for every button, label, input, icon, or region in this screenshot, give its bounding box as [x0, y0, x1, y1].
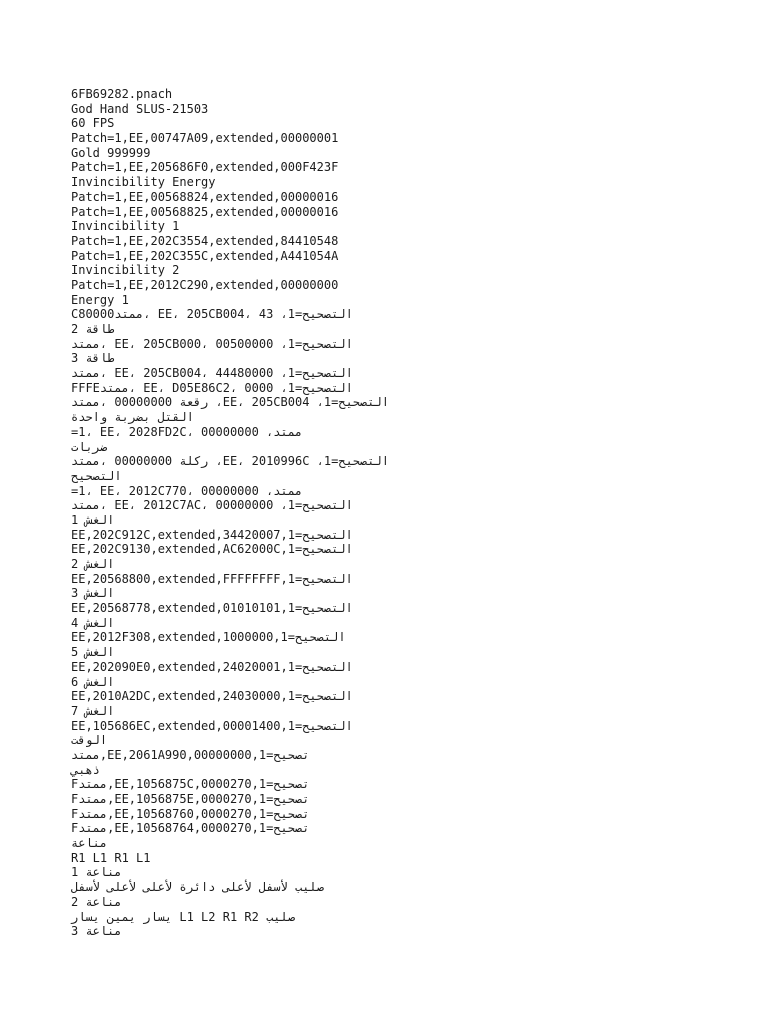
text-line: التصحيح=1، EE، 205CB004، 43 ،ممتدC80000: [71, 307, 353, 322]
text-line: تصحيح=1,EE,1056875C,0000270,ممتدF: [71, 777, 310, 792]
document-body: [71, 87, 731, 939]
text-line: الغش 6: [71, 674, 115, 689]
text-line: طاقة 3: [71, 351, 115, 366]
text-line: التصحيح=1، EE، 205CB004، رقعة 00000000 ،ممتد: [71, 395, 389, 410]
text-line: القتل بضربة واحدة: [71, 410, 194, 425]
text-line: Patch=1,EE,202C355C,extended,A441054A: [71, 248, 339, 263]
text-line: التصحيح=1,EE,202090E0,extended,24020001: [71, 659, 353, 674]
text-line: Energy 1: [71, 292, 129, 307]
text-line: الغش 3: [71, 586, 115, 601]
text-line: الغش 1: [71, 512, 115, 527]
text-line: R1 L1 R1 L1: [71, 850, 151, 865]
text-line: الغش 5: [71, 645, 115, 660]
text-line: Patch=1,EE,2012C290,extended,00000000: [71, 277, 339, 292]
text-line: التصحيح=1,EE,105686EC,extended,00001400: [71, 718, 353, 733]
text-line: تصحيح=1,EE,10568760,0000270,ممتدF: [71, 806, 310, 821]
text-line: صليب لأسفل لأعلى دائرة لأعلى لأعلى لأسفل: [71, 880, 324, 895]
text-line: =1، EE، 2012C770، 00000000 ،ممتد: [71, 483, 303, 498]
text-line: التصحيح=1,EE,202C9130,extended,AC62000C: [71, 542, 353, 557]
text-line: Patch=1,EE,205686F0,extended,000F423F: [71, 160, 339, 175]
text-line: مناعة 2: [71, 894, 122, 909]
text-line: التصحيح=1,EE,2012F308,extended,1000000: [71, 630, 346, 645]
text-line: صليب L1 L2 R1 R2 يسار يمين يسار: [71, 909, 295, 924]
text-line: مناعة: [71, 836, 108, 851]
text-line: تصحيح=1,EE,2061A990,00000000,ممتد: [71, 747, 310, 762]
text-line: الغش 2: [71, 557, 115, 571]
text-line: تصحيح=1,EE,10568764,0000270,ممتدF: [71, 821, 310, 836]
text-line: التصحيح=1، EE، 2010996C، ركلة 00000000 ،ممتد: [71, 454, 389, 469]
text-line: الغش 7: [71, 703, 115, 718]
text-line: التصحيح=1,EE,2010A2DC,extended,24030000: [71, 689, 353, 704]
text-line: التصحيح=1، EE، D05E86C2، 0000 ،ممتدFFFE: [71, 380, 353, 395]
text-line: 60 FPS: [71, 116, 115, 131]
text-line: Invincibility 1: [71, 219, 180, 234]
text-line: =1، EE، 2028FD2C، 00000000 ،ممتد: [71, 424, 303, 439]
text-line: الغش 4: [71, 615, 115, 630]
text-line: 6FB69282.pnach: [71, 87, 173, 101]
text-line: التصحيح=1، EE، 205CB004، 44480000 ،ممتد: [71, 366, 353, 381]
text-line: الوقت: [71, 733, 108, 748]
text-line: Patch=1,EE,00568824,extended,00000016: [71, 189, 339, 204]
text-line: مناعة 3: [71, 924, 122, 939]
text-line: ضربات: [71, 439, 108, 454]
text-line: التصحيح=1، EE، 205CB000، 00500000 ،ممتد: [71, 336, 353, 351]
text-line: التصحيح: [71, 468, 122, 483]
text-line: Patch=1,EE,202C3554,extended,84410548: [71, 233, 339, 248]
text-line: التصحيح=1,EE,202C912C,extended,34420007: [71, 527, 353, 542]
text-line: طاقة 2: [71, 322, 115, 336]
text-line: التصحيح=1,EE,20568800,extended,FFFFFFFF: [71, 571, 353, 586]
text-line: ذهبي: [71, 762, 100, 777]
text-line: Gold 999999: [71, 145, 151, 160]
text-line: تصحيح=1,EE,1056875E,0000270,ممتدF: [71, 792, 310, 806]
text-line: مناعة 1: [71, 865, 122, 880]
text-line: التصحيح=1,EE,20568778,extended,01010101: [71, 601, 353, 616]
text-line: Patch=1,EE,00568825,extended,00000016: [71, 204, 339, 219]
text-line: Invincibility 2: [71, 263, 180, 278]
text-line: Invincibility Energy: [71, 175, 216, 190]
text-line: God Hand SLUS-21503: [71, 101, 209, 116]
text-line: التصحيح=1، EE، 2012C7AC، 00000000 ،ممتد: [71, 498, 353, 513]
text-line: Patch=1,EE,00747A09,extended,00000001: [71, 131, 339, 146]
